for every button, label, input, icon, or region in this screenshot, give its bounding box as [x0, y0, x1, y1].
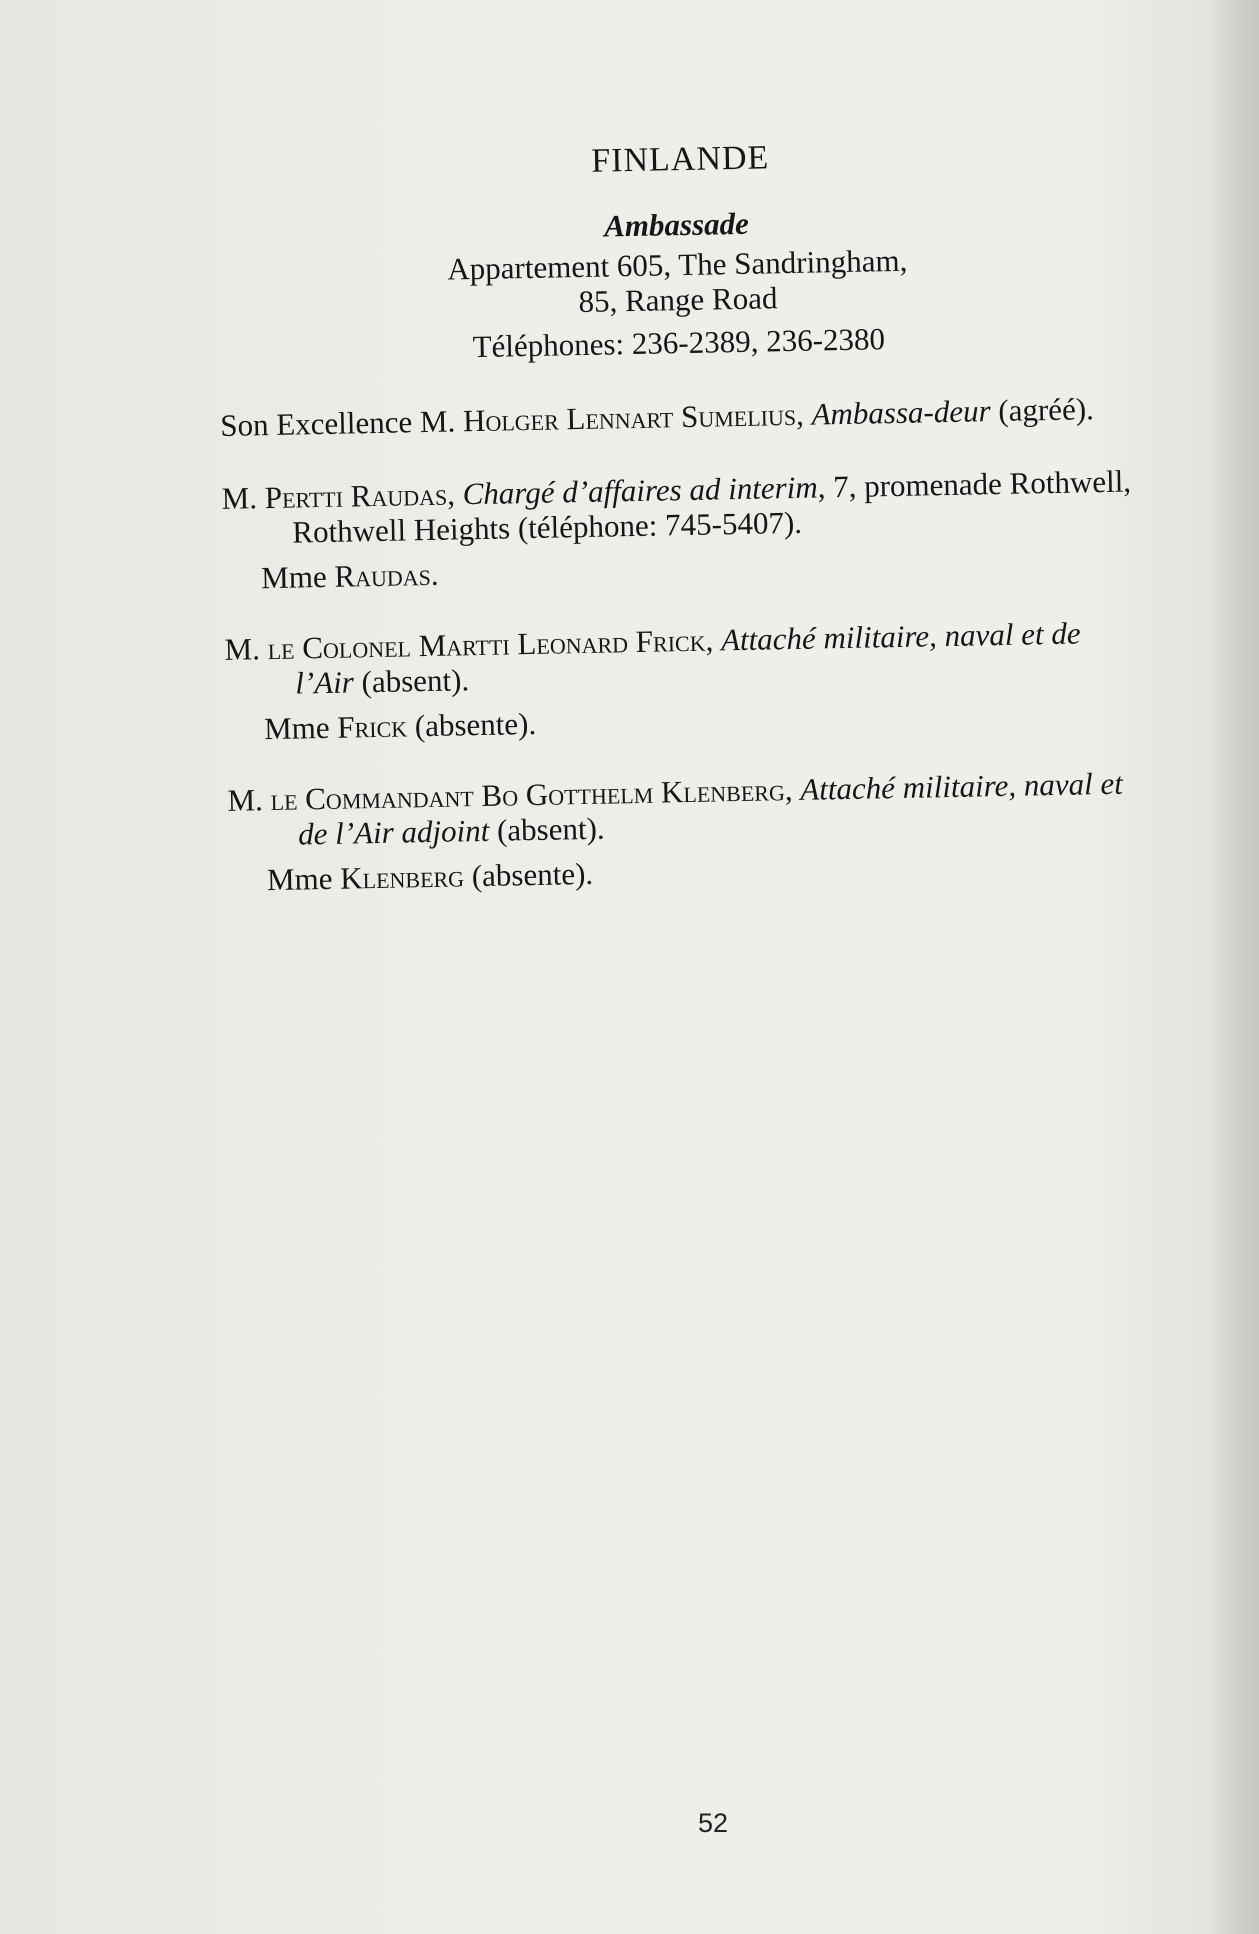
person-title: Chargé d’affaires ad interim: [462, 469, 818, 512]
entry-charge-affaires: [221, 463, 1142, 551]
spouse-name: Raudas: [334, 556, 432, 594]
spine-shadow: [1211, 0, 1259, 1934]
entry-assistant-attache: [227, 765, 1148, 853]
person-name: le Colonel Martti Leonard Frick: [267, 622, 706, 667]
mission-type: Ambassade: [603, 205, 750, 244]
separator: ,: [795, 396, 812, 432]
person-title: Attaché militaire, naval et de l’Air adjoint: [297, 765, 1124, 852]
entry-ambassador: [220, 390, 1141, 443]
entry-details: (agréé).: [990, 391, 1095, 429]
spouse-details: (absente).: [406, 705, 537, 744]
spouse-prefix: Mme: [263, 709, 338, 747]
spouse-name: Frick: [336, 708, 408, 745]
spouse-details: .: [430, 556, 439, 592]
entry-prefix: M.: [221, 480, 266, 516]
spouse-details: (absente).: [463, 855, 594, 894]
spouse-entry: [229, 845, 1150, 898]
address-line-2: 85, Range Road: [578, 280, 778, 320]
person-title: Attaché militaire, naval et de l’Air: [294, 615, 1081, 701]
spouse-name: Klenberg: [339, 858, 465, 896]
entry-prefix: M.: [224, 631, 268, 667]
entry-prefix: M.: [227, 782, 271, 818]
separator: ,: [705, 622, 722, 658]
entry-details: (absent).: [488, 810, 605, 848]
section-title: FINLANDE: [590, 139, 770, 180]
person-name: le Commandant Bo Gotthelm Klenberg: [270, 772, 786, 818]
person-name: Pertti Raudas: [264, 476, 448, 516]
separator: ,: [446, 476, 464, 512]
entry-prefix: Son Excellence M.: [219, 403, 464, 443]
page-number: 52: [698, 1808, 729, 1838]
spouse-prefix: Mme: [266, 860, 341, 898]
entry-details: , 7, promenade Rothwell, Rothwell Heights (téléphone: 745-5407).: [292, 463, 1132, 550]
person-name: Holger Lennart Sumelius: [462, 396, 797, 439]
phone-numbers: Téléphones: 236-2389, 236-2380: [472, 321, 886, 365]
entry-details: (absent).: [353, 662, 470, 700]
spouse-prefix: Mme: [260, 558, 335, 596]
address-line-1: Appartement 605, The Sandringham,: [446, 242, 908, 287]
separator: ,: [784, 771, 801, 808]
page-content: [215, 132, 1150, 934]
spouse-entry: [226, 694, 1147, 747]
entry-military-attache: [224, 614, 1145, 702]
spouse-entry: [223, 543, 1144, 596]
person-title: Ambassa-deur: [811, 393, 991, 432]
